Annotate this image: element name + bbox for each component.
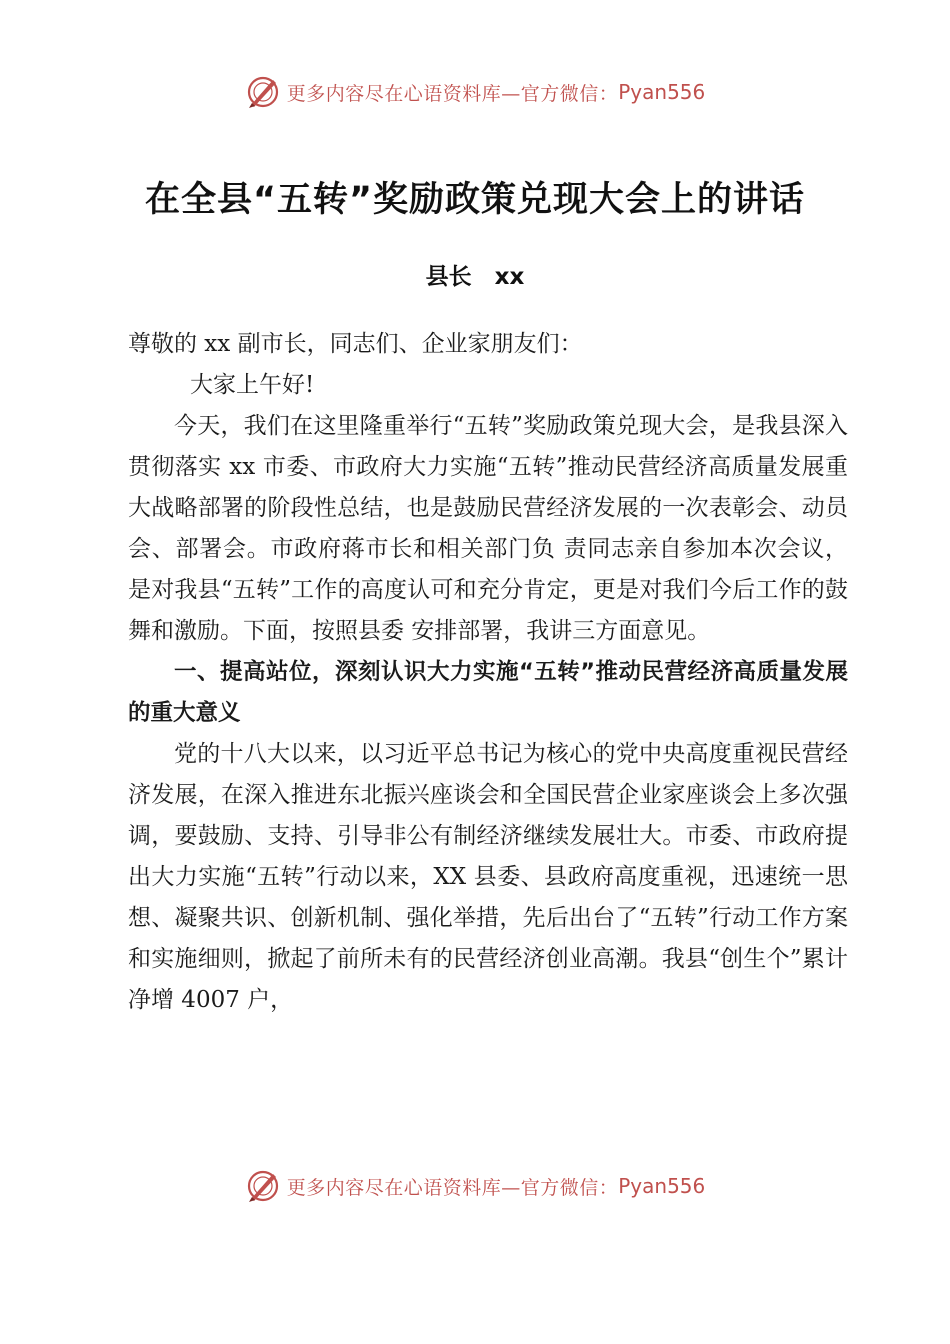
- footer-watermark-banner: [0, 1166, 950, 1206]
- banner-text: 更多内容尽在心语资料库—官方微信：: [286, 1176, 619, 1199]
- document-author: 县长 xx: [425, 264, 525, 290]
- pen-logo-icon: [245, 1168, 281, 1204]
- banner-wechat-id: Pyan556: [618, 1174, 706, 1198]
- banner-wechat-id: Pyan556: [618, 80, 706, 104]
- salutation: 尊敬的 xx 副市长，同志们、企业家朋友们：: [128, 331, 583, 357]
- pen-logo-icon: [245, 74, 281, 110]
- paragraph: 今天，我们在这里隆重举行“五转”奖励政策兑现大会，是我县深入贯彻落实 xx 市委、市政府大力实施“五转”推动民营经济高质量发展重大战略部署的阶段性总结，也是鼓励民营经济发展的一次表彰会、动员会、部署会。市政府蒋市长和相关部门负 责同志亲自参加本次会议，是对我县“五转”工作的高度认可和充分肯定，更是对我们今后工作的鼓舞和激励。下面，按照县委 安排部署，我讲三方面意见。: [128, 413, 848, 644]
- section-heading: 一、提高站位，深刻认识大力实施“五转”推动民营经济高质量发展的重大意义: [128, 659, 848, 726]
- paragraph: 党的十八大以来，以习近平总书记为核心的党中央高度重视民营经济发展，在深入推进东北振兴座谈会和全国民营企业家座谈会上多次强调，要鼓励、支持、引导非公有制经济继续发展壮大。市委、市政府提出大力实施“五转”行动以来，XX 县委、县政府高度重视，迅速统一思想、凝聚共识、创新机制、强化举措，先后出台了“五转”行动工作方案和实施细则，掀起了前所未有的民营经济创业高潮。我县“创生个”累计净增 4007 户，: [128, 741, 848, 1013]
- greeting: 大家上午好!: [190, 372, 315, 398]
- header-watermark-banner: [0, 72, 950, 112]
- banner-text: 更多内容尽在心语资料库—官方微信：: [286, 82, 619, 105]
- document-body: [128, 324, 848, 1021]
- document-title: 在全县“五转”奖励政策兑现大会上的讲话: [144, 180, 805, 220]
